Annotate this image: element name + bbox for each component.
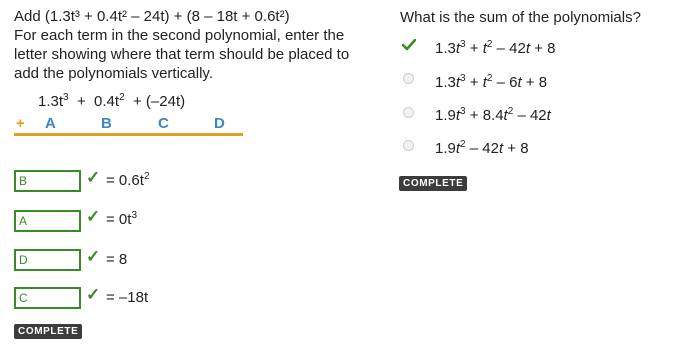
radio-option-3[interactable] [403, 107, 414, 118]
plus-sign: + [132, 93, 142, 110]
selected-check-icon[interactable] [402, 39, 416, 51]
slot-letter-b: B [101, 115, 112, 132]
answer-input-1[interactable]: B [14, 170, 81, 192]
answer-input-4[interactable]: C [14, 287, 81, 309]
check-icon: ✓ [86, 285, 101, 304]
option-3-label[interactable]: $1.9t^3 + 8.4t^2 - 42t$ [435, 106, 551, 124]
status-badge: COMPLETE [14, 324, 82, 339]
option-1-label[interactable]: $1.3t^3 + t^2 - 42t + 8$ [435, 39, 556, 57]
answer-input-2[interactable]: A [14, 210, 81, 232]
term-2: $0.4t^2$ [94, 92, 125, 110]
check-icon: ✓ [86, 168, 101, 187]
check-icon: ✓ [86, 247, 101, 266]
instruction-line: letter showing where that term should be placed to [14, 46, 350, 63]
radio-option-4[interactable] [403, 140, 414, 151]
question-1-text [14, 7, 384, 83]
option-2-label[interactable]: $1.3t^3 + t^2 - 6t + 8$ [435, 73, 548, 91]
answer-equation-4: = –18t [106, 289, 149, 306]
slot-letter-a: A [45, 115, 56, 132]
question-2-text: What is the sum of the polynomials? [400, 9, 641, 26]
answer-input-3[interactable]: D [14, 249, 81, 271]
instruction-line: For each term in the second polynomial, enter the [14, 27, 345, 44]
answer-equation-1: = $0.6t^2$ [106, 171, 150, 189]
answer-equation-2: = $0t^3$ [106, 210, 137, 228]
status-badge: COMPLETE [399, 176, 467, 191]
radio-option-2[interactable] [403, 73, 414, 84]
instruction-line: add the polynomials vertically. [14, 65, 213, 82]
answer-equation-3: = 8 [106, 251, 128, 268]
sum-line [14, 133, 243, 136]
slot-letter-d: D [214, 115, 225, 132]
polynomial-terms-row [38, 92, 185, 110]
term-1: $1.3t^3$ [38, 92, 69, 110]
plus-marker: + [16, 115, 25, 132]
check-icon: ✓ [86, 207, 101, 226]
question-title: Add (1.3t³ + 0.4t² – 24t) + (8 – 18t + 0.6t²) [14, 8, 290, 25]
option-4-label[interactable]: $1.9t^2 - 42t + 8$ [435, 139, 529, 157]
slot-letter-c: C [158, 115, 169, 132]
term-3: (–24t) [145, 93, 186, 110]
plus-sign: + [76, 93, 86, 110]
